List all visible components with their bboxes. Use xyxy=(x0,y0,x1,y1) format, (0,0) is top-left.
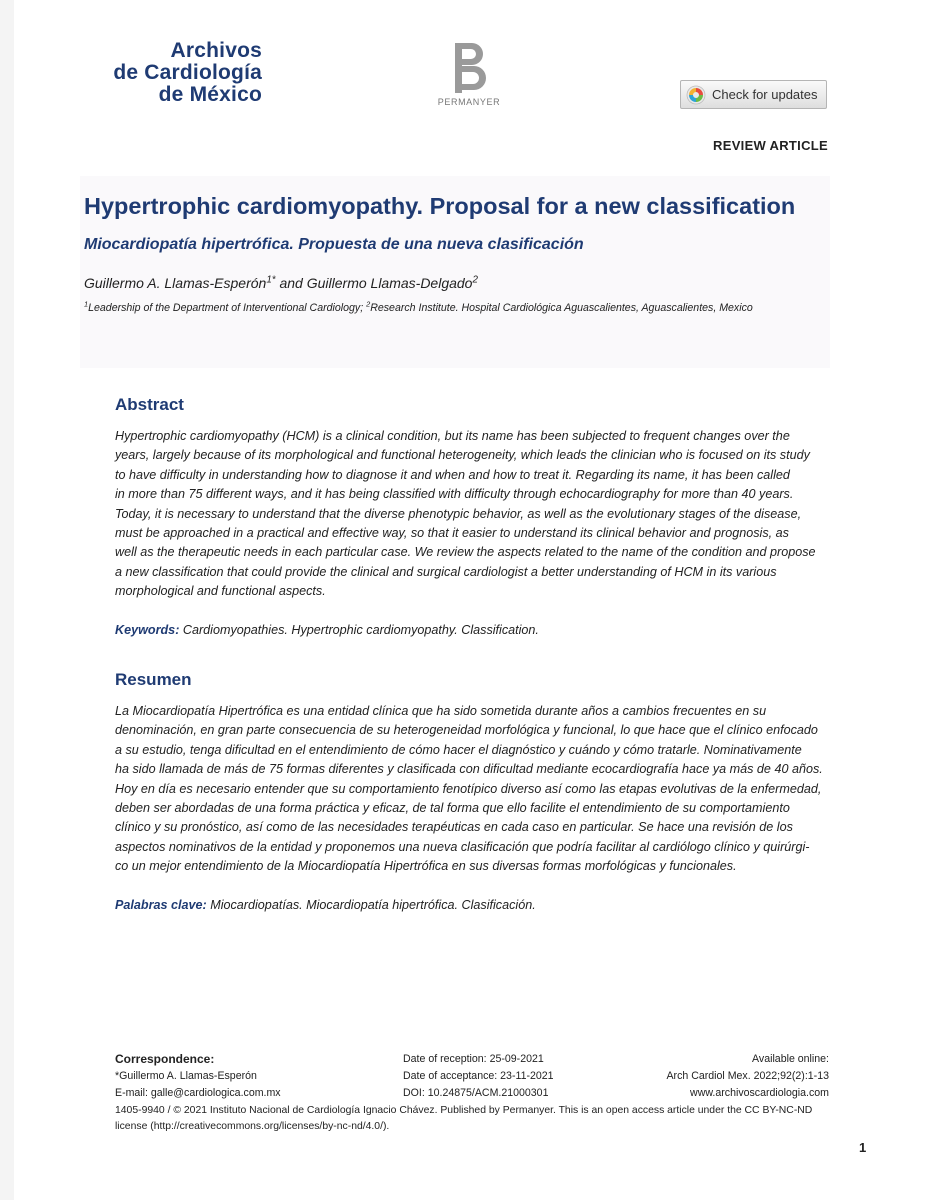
check-updates-icon xyxy=(686,85,706,105)
correspondence-info xyxy=(115,1068,281,1102)
abstract-line: must be approached in a practical and effective way, so that it easier to understand its clinical behavior and prognosis, as xyxy=(115,526,789,541)
abstract-line: Hypertrophic cardiomyopathy (HCM) is a clinical condition, but its name has been subjected to frequent changes over the xyxy=(115,429,790,443)
journal-name-line1: Archivos xyxy=(170,39,262,62)
affiliation-1: Leadership of the Department of Interventional Cardiology; xyxy=(88,302,367,314)
palabras-clave-text: Miocardiopatías. Miocardiopatía hipertrófica. Clasificación. xyxy=(210,898,536,912)
article-dates xyxy=(403,1051,554,1102)
resumen-line: deben ser abordadas de una forma práctica y eficaz, de tal forma que ello facilite el entendimiento de su comportamiento xyxy=(115,801,790,816)
resumen-line: La Miocardiopatía Hipertrófica es una entidad clínica que ha sido sometida durante años a cambios frecuentes en su xyxy=(115,704,767,718)
abstract-line: Today, it is necessary to understand that the diverse phenotypic behavior, as well as the evolutionary stages of the disease, xyxy=(115,506,802,521)
license-notice xyxy=(115,1103,835,1135)
journal-name-line3: de México xyxy=(158,83,262,106)
article-subtitle: Miocardiopatía hipertrófica. Propuesta de una nueva clasificación xyxy=(84,236,584,253)
journal-website[interactable]: www.archivoscardiologia.com xyxy=(690,1087,829,1099)
author-list xyxy=(84,275,844,291)
abstract-keywords xyxy=(115,623,539,637)
correspondent-email[interactable]: E-mail: galle@cardiologica.com.mx xyxy=(115,1087,281,1099)
article-page xyxy=(14,0,945,1200)
resumen-keywords xyxy=(115,898,536,912)
acceptance-date: Date of acceptance: 23-11-2021 xyxy=(403,1070,554,1082)
page-number: 1 xyxy=(859,1140,867,1155)
license-line[interactable]: license (http://creativecommons.org/licenses/by-nc-nd/4.0/). xyxy=(115,1121,390,1132)
affiliation-2: Research Institute. Hospital Cardiológica Aguascalientes, Aguascalientes, Mexico xyxy=(370,302,753,314)
abstract-line: years, largely because of its morphological and functional heterogeneity, which leads the clinician who is focused on its study xyxy=(115,448,810,463)
check-for-updates-button[interactable] xyxy=(680,80,827,109)
palabras-clave-label: Palabras clave: xyxy=(115,898,207,912)
resumen-line: co un mejor entendimiento de la Miocardiopatía Hipertrófica en sus diversas formas morfológicas y funcionales. xyxy=(115,859,737,874)
available-online: Available online: xyxy=(752,1053,829,1065)
article-title: Hypertrophic cardiomyopathy. Proposal for a new classification xyxy=(84,193,796,219)
keywords-label: Keywords: xyxy=(115,623,180,637)
doi[interactable]: DOI: 10.24875/ACM.21000301 xyxy=(403,1087,549,1099)
abstract-line: in more than 75 different ways, and it has being classified with difficulty through echocardiography for more than 40 years. xyxy=(115,487,794,502)
license-line: 1405-9940 / © 2021 Instituto Nacional de Cardiología Ignacio Chávez. Published by Permanyer. This is an open access article under the CC BY-NC-ND xyxy=(115,1105,813,1116)
check-updates-label: Check for updates xyxy=(712,87,818,102)
author-connector: and xyxy=(275,275,307,291)
publication-info xyxy=(614,1051,829,1102)
affiliations xyxy=(84,299,844,314)
abstract-line: to have difficulty in understanding how to diagnose it and when and how to treat it. Regarding its name, it has been called xyxy=(115,467,790,482)
resumen-line: ha sido llamada de más de 75 formas diferentes y clasificada con dificultad mediante ecocardiografía hace ya más de 40 años. xyxy=(115,762,823,777)
author-2: Guillermo Llamas-Delgado xyxy=(306,275,473,291)
resumen-line: clínico y su pronóstico, así como de las necesidades terapéuticas en cada caso en particular. Se hace una revisión de los xyxy=(115,820,793,835)
publisher-name: PERMANYER xyxy=(437,97,501,107)
author-1: Guillermo A. Llamas-Esperón xyxy=(84,275,267,291)
abstract-line: morphological and functional aspects. xyxy=(115,584,326,599)
journal-name-line2: de Cardiología xyxy=(113,61,262,84)
affiliation-2-mark: 2 xyxy=(366,299,371,309)
abstract-body xyxy=(115,427,830,602)
article-type: REVIEW ARTICLE xyxy=(713,138,828,153)
correspondent-name: *Guillermo A. Llamas-Esperón xyxy=(115,1070,257,1082)
abstract-heading: Abstract xyxy=(115,395,184,414)
resumen-line: Hoy en día es necesario entender que su comportamiento fenotípico diverso así como las etapas evolutivas de la enfermedad, xyxy=(115,781,822,796)
publisher-logo-icon xyxy=(438,42,498,94)
affiliation-1-mark: 1 xyxy=(84,299,89,309)
citation: Arch Cardiol Mex. 2022;92(2):1-13 xyxy=(666,1070,829,1082)
resumen-heading: Resumen xyxy=(115,670,192,689)
resumen-body xyxy=(115,702,830,877)
author-2-affiliation-mark: 2 xyxy=(472,274,478,286)
abstract-line: a new classification that could provide the clinical and surgical cardiologist a better understanding of HCM in its various xyxy=(115,564,777,579)
journal-logo xyxy=(82,40,262,106)
abstract-line: well as the therapeutic needs in each particular case. We review the aspects related to the name of the condition and propose xyxy=(115,545,816,560)
resumen-line: aspectos nominativos de la entidad y proponemos una nueva clasificación que podría facilitar al cardiólogo clínico y quirúrgi- xyxy=(115,839,810,854)
author-1-affiliation-mark: 1* xyxy=(266,274,276,286)
correspondence-label: Correspondence: xyxy=(115,1052,215,1066)
reception-date: Date of reception: 25-09-2021 xyxy=(403,1053,544,1065)
resumen-line: a su estudio, tenga dificultad en el entendimiento de cómo hacer el diagnóstico y cuándo y cómo tratarle. Nominativamente xyxy=(115,742,802,757)
resumen-line: denominación, en gran parte consecuencia de su heterogeneidad morfológica y funcional, lo que hace que el clínico enfocado xyxy=(115,723,818,738)
keywords-text: Cardiomyopathies. Hypertrophic cardiomyopathy. Classification. xyxy=(182,623,539,637)
